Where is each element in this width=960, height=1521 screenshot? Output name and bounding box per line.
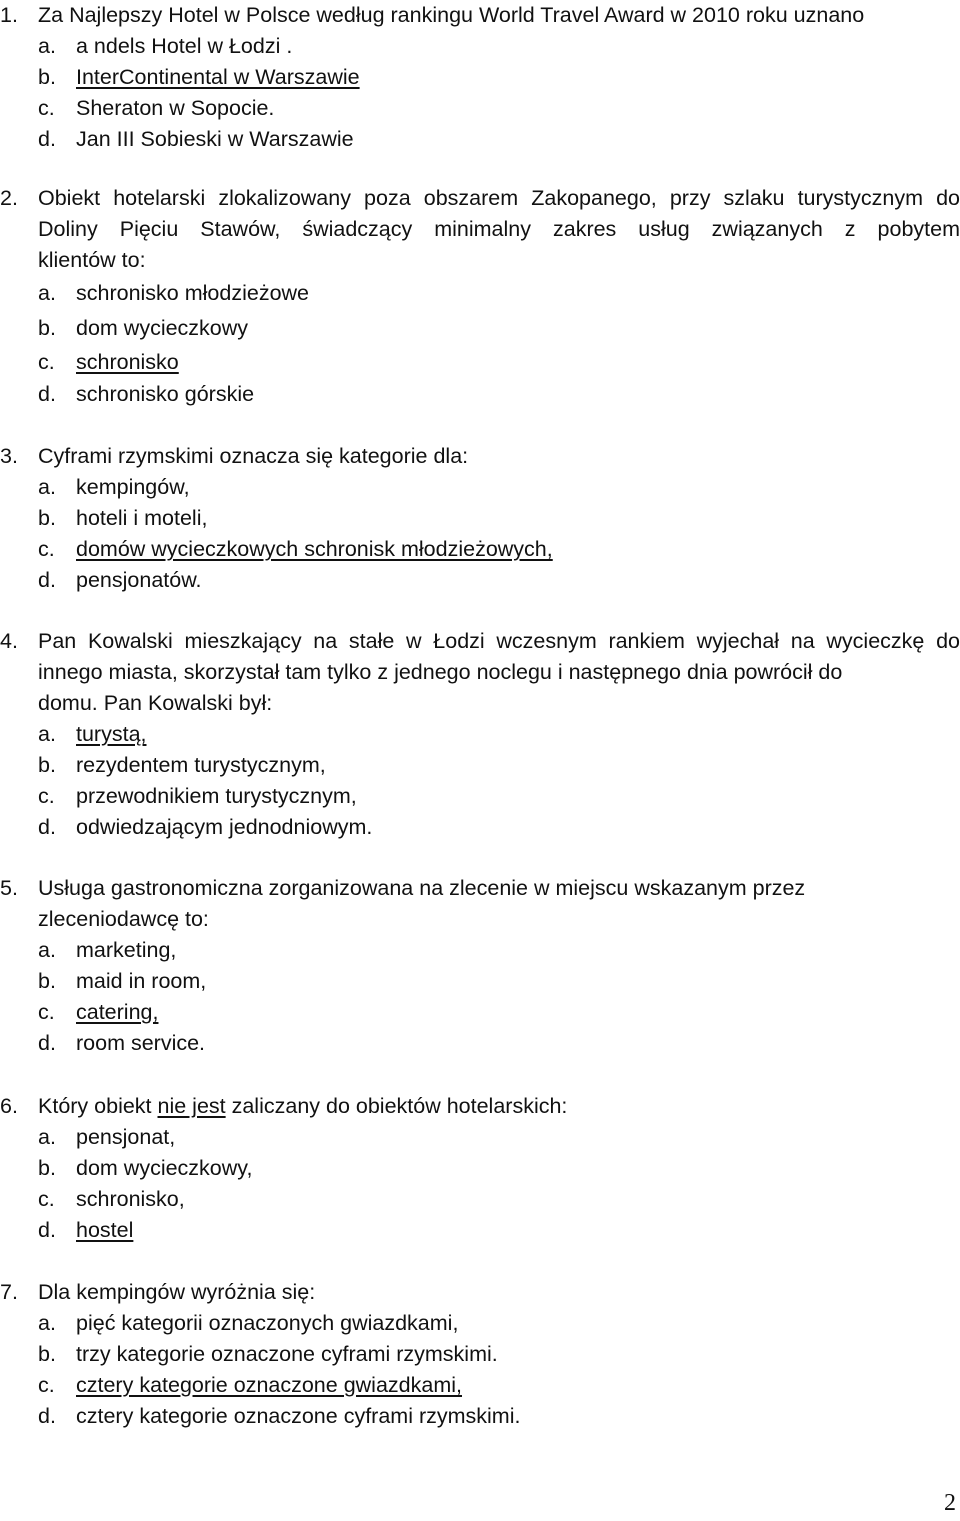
answer-option-c — [0, 1184, 960, 1215]
option-text: pensjonatów. — [76, 568, 202, 592]
option-text: rezydentem turystycznym, — [76, 753, 326, 777]
option-letter: d. — [38, 1031, 56, 1055]
option-text-underlined: hostel — [76, 1218, 134, 1242]
option-letter: c. — [38, 1373, 55, 1397]
option-letter: a. — [38, 722, 56, 746]
option-text-underlined: schronisko — [76, 350, 179, 374]
answer-option-d — [0, 1215, 960, 1246]
option-letter: a. — [38, 281, 56, 305]
option-text: room service. — [76, 1031, 206, 1055]
option-letter: d. — [38, 568, 56, 592]
question-text-part: zaliczany do obiektów hotelarskich: — [225, 1094, 568, 1118]
option-text: marketing, — [76, 938, 177, 962]
option-text: cztery kategorie oznaczone cyframi rzymskimi. — [76, 1404, 521, 1428]
question-4-line — [0, 657, 960, 688]
question-7-line — [0, 1277, 960, 1308]
option-text-underlined: turystą, — [76, 722, 147, 746]
option-letter: b. — [38, 506, 56, 530]
option-text: Sheraton w Sopocie. — [76, 96, 275, 120]
question-text-part: Który obiekt — [38, 1094, 158, 1118]
option-text: trzy kategorie oznaczone cyframi rzymskimi. — [76, 1342, 498, 1366]
question-number: 5. — [0, 876, 18, 900]
option-letter: c. — [38, 350, 55, 374]
question-5 — [0, 873, 960, 1059]
question-5-line — [0, 904, 960, 935]
answer-option-a — [0, 1122, 960, 1153]
option-text: przewodnikiem turystycznym, — [76, 784, 357, 808]
option-letter: b. — [38, 316, 56, 340]
question-text: Cyframi rzymskimi oznacza się kategorie dla: — [38, 444, 469, 468]
question-4-line — [0, 626, 960, 657]
answer-option-c — [0, 346, 960, 379]
question-text: innego miasta, skorzystał tam tylko z jednego noclegu i następnego dnia powrócił do — [38, 660, 843, 684]
question-text: Doliny Pięciu Stawów, świadczący minimalny zakres usług związanych z pobytem — [38, 217, 960, 241]
answer-option-d — [0, 565, 960, 596]
option-text: kempingów, — [76, 475, 190, 499]
answer-option-a — [0, 935, 960, 966]
answer-option-d — [0, 379, 960, 410]
answer-option-a — [0, 1308, 960, 1339]
option-letter: a. — [38, 1125, 56, 1149]
answer-option-c — [0, 93, 960, 124]
answer-option-c — [0, 781, 960, 812]
question-text: Za Najlepszy Hotel w Polsce według rankingu World Travel Award w 2010 roku uznano — [38, 3, 865, 27]
option-text: pięć kategorii oznaczonych gwiazdkami, — [76, 1311, 459, 1335]
question-text: Obiekt hotelarski zlokalizowany poza obszarem Zakopanego, przy szlaku turystycznym do — [38, 186, 960, 210]
option-text: maid in room, — [76, 969, 207, 993]
question-text: Dla kempingów wyróżnia się: — [38, 1280, 316, 1304]
question-text: Pan Kowalski mieszkający na stałe w Łodzi wczesnym rankiem wyjechał na wycieczkę do — [38, 629, 960, 653]
question-text: klientów to: — [38, 248, 146, 272]
question-4-line — [0, 688, 960, 719]
option-letter: c. — [38, 96, 55, 120]
answer-option-a — [0, 472, 960, 503]
option-text: schronisko, — [76, 1187, 185, 1211]
option-letter: b. — [38, 969, 56, 993]
answer-option-d — [0, 1028, 960, 1059]
option-letter: d. — [38, 1404, 56, 1428]
question-number: 2. — [0, 186, 18, 210]
answer-option-b — [0, 750, 960, 781]
page-number: 2 — [944, 1490, 956, 1516]
option-letter: b. — [38, 1342, 56, 1366]
question-6 — [0, 1091, 960, 1246]
option-letter: b. — [38, 65, 56, 89]
question-number: 3. — [0, 444, 18, 468]
answer-option-a — [0, 719, 960, 750]
question-5-line — [0, 873, 960, 904]
option-letter: d. — [38, 1218, 56, 1242]
answer-option-a — [0, 276, 960, 311]
option-letter: a. — [38, 938, 56, 962]
question-2-line — [0, 245, 960, 276]
answer-option-c — [0, 1370, 960, 1401]
answer-option-a — [0, 31, 960, 62]
option-text: pensjonat, — [76, 1125, 176, 1149]
option-text: dom wycieczkowy, — [76, 1156, 253, 1180]
question-4 — [0, 626, 960, 843]
question-number: 1. — [0, 3, 18, 27]
answer-option-b — [0, 1153, 960, 1184]
question-text: zleceniodawcę to: — [38, 907, 209, 931]
answer-option-d — [0, 812, 960, 843]
question-3 — [0, 441, 960, 596]
option-text: schronisko górskie — [76, 382, 255, 406]
question-2-line — [0, 214, 960, 245]
answer-option-d — [0, 124, 960, 155]
question-number: 6. — [0, 1094, 18, 1118]
answer-option-b — [0, 311, 960, 346]
option-letter: c. — [38, 1187, 55, 1211]
option-text-underlined: InterContinental w Warszawie — [76, 65, 360, 89]
answer-option-b — [0, 503, 960, 534]
option-text: Jan III Sobieski w Warszawie — [76, 127, 354, 151]
option-text: odwiedzającym jednodniowym. — [76, 815, 373, 839]
question-number: 7. — [0, 1280, 18, 1304]
option-letter: a. — [38, 1311, 56, 1335]
answer-option-b — [0, 966, 960, 997]
answer-option-d — [0, 1401, 960, 1432]
option-letter: c. — [38, 784, 55, 808]
question-7 — [0, 1277, 960, 1432]
question-text: Usługa gastronomiczna zorganizowana na zlecenie w miejscu wskazanym przez — [38, 876, 806, 900]
option-text-underlined: catering, — [76, 1000, 159, 1024]
question-text — [38, 1091, 960, 1122]
option-text: hoteli i moteli, — [76, 506, 208, 530]
question-3-line — [0, 441, 960, 472]
question-text: domu. Pan Kowalski był: — [38, 691, 273, 715]
question-1-line — [0, 0, 960, 31]
option-text-underlined: cztery kategorie oznaczone gwiazdkami, — [76, 1373, 462, 1397]
question-2 — [0, 183, 960, 410]
option-letter: d. — [38, 815, 56, 839]
option-text: schronisko młodzieżowe — [76, 281, 310, 305]
question-number: 4. — [0, 629, 18, 653]
option-letter: c. — [38, 537, 55, 561]
option-text: dom wycieczkowy — [76, 316, 249, 340]
option-letter: d. — [38, 127, 56, 151]
answer-option-b — [0, 62, 960, 93]
question-1 — [0, 0, 960, 155]
answer-option-c — [0, 997, 960, 1028]
option-letter: b. — [38, 753, 56, 777]
option-text: a ndels Hotel w Łodzi . — [76, 34, 293, 58]
option-text-underlined: domów wycieczkowych schronisk młodzieżowych, — [76, 537, 553, 561]
question-text-emphasis: nie jest — [157, 1094, 226, 1118]
option-letter: d. — [38, 382, 56, 406]
option-letter: b. — [38, 1156, 56, 1180]
option-letter: c. — [38, 1000, 55, 1024]
option-letter: a. — [38, 475, 56, 499]
question-6-line — [0, 1091, 960, 1122]
option-letter: a. — [38, 34, 56, 58]
answer-option-c — [0, 534, 960, 565]
question-2-line — [0, 183, 960, 214]
answer-option-b — [0, 1339, 960, 1370]
